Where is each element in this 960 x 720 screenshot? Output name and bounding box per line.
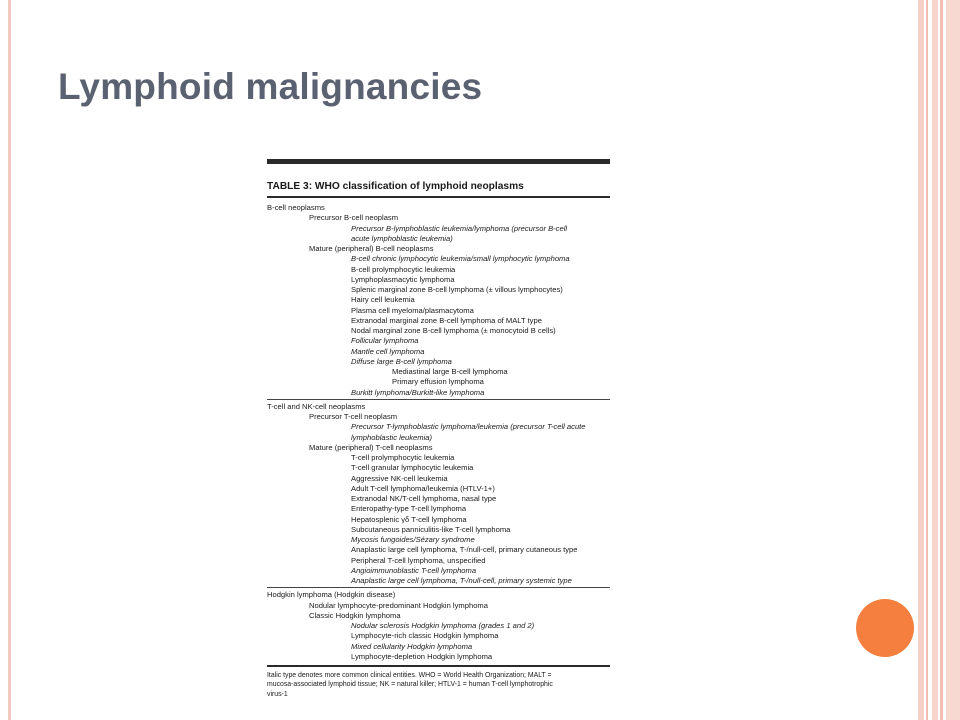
table-row: Nodular sclerosis Hodgkin lymphoma (grades 1 and 2) [351,621,535,630]
table-row: T-cell granular lymphocytic leukemia [351,463,474,473]
table-row: Mature (peripheral) T-cell neoplasms [309,442,433,452]
table-row: Precursor T-lymphoblastic lymphoma/leukemia (precursor T-cell acute [351,422,586,432]
table-row: Nodal marginal zone B-cell lymphoma (± monocytoid B cells) [351,326,556,335]
table-row: Precursor B-lymphoblastic leukemia/lymphoma (precursor B-cell [351,223,568,233]
decor-stripe [932,0,938,720]
table-row: Mixed cellularity Hodgkin lymphoma [351,641,473,651]
decor-stripe [946,0,960,720]
table-row: Mature (peripheral) B-cell neoplasms [309,244,434,253]
decor-stripe [940,0,943,720]
accent-circle [856,599,914,657]
table-section-heading: T-cell and NK-cell neoplasms [267,401,366,411]
table-row: Burkitt lymphoma/Burkitt-like lymphoma [351,387,485,397]
table-row: T-cell prolymphocytic leukemia [351,453,455,462]
table-row: Lymphocyte-rich classic Hodgkin lymphoma [351,631,499,641]
table-row: Hepatosplenic γδ T-cell lymphoma [351,514,467,524]
table-row: Adult T-cell lymphoma/leukemia (HTLV-1+) [351,483,495,493]
table-row: acute lymphoblastic leukemia) [351,233,453,243]
table-top-rule [267,159,610,164]
who-classification-table [267,157,610,720]
table-row: Precursor T-cell neoplasm [309,412,398,421]
table-row: Subcutaneous panniculitis-like T-cell lymphoma [351,524,511,534]
table-row: Aggressive NK-cell leukemia [351,473,448,483]
table-row: B-cell prolymphocytic leukemia [351,264,456,274]
table-section-heading: Hodgkin lymphoma (Hodgkin disease) [267,590,396,600]
table-row: lymphoblastic leukemia) [351,432,433,442]
section-divider [267,399,610,400]
slide-frame-left [8,0,11,720]
table-bottom-rule [267,665,610,667]
table-row: Mediastinal large B-cell lymphoma [392,367,508,376]
table-row: Diffuse large B-cell lymphoma [351,356,452,366]
table-row: Lymphoplasmacytic lymphoma [351,274,455,284]
table-title: TABLE 3: WHO classification of lymphoid neoplasms [267,181,524,192]
table-row: Plasma cell myeloma/plasmacytoma [351,305,474,315]
table-row: Follicular lymphoma [351,336,419,346]
table-row: Mantle cell lymphoma [351,346,425,356]
table-row: Anaplastic large cell lymphoma, T-/null-cell, primary systemic type [351,576,572,585]
table-row: Mycosis fungoides/Sézary syndrome [351,535,475,544]
table-row: Lymphocyte-depletion Hodgkin lymphoma [351,651,493,661]
decor-stripe [926,0,928,720]
table-row: Splenic marginal zone B-cell lymphoma (± villous lymphocytes) [351,285,563,294]
table-row: Hairy cell leukemia [351,295,415,305]
slide-title: Lymphoid malignancies [58,66,483,107]
table-row: B-cell chronic lymphocytic leukemia/small lymphocytic lymphoma [351,254,570,264]
table-section-heading: B-cell neoplasms [267,203,325,212]
table-row: Precursor B-cell neoplasm [309,213,399,223]
table-row: Extranodal NK/T-cell lymphoma, nasal type [351,494,497,503]
decor-stripe [918,0,924,720]
table-row: Anaplastic large cell lymphoma, T-/null-cell, primary cutaneous type [351,545,578,555]
table-row: Primary effusion lymphoma [392,377,484,387]
table-row: Nodular lymphocyte-predominant Hodgkin lymphoma [309,600,488,610]
table-body [267,203,610,662]
table-row: Extranodal marginal zone B-cell lymphoma of MALT type [351,315,542,325]
table-row: Enteropathy-type T-cell lymphoma [351,504,467,514]
table-row: Classic Hodgkin lymphoma [309,610,401,620]
table-row: Angioimmunoblastic T-cell lymphoma [351,565,477,575]
table-footnote: Italic type denotes more common clinical entities. WHO = World Health Organization; MALT = mucosa-associated lymphoid tissue; NK = natural killer; HTLV-1 = human T-cell lymphotrophic virus-1 [267,672,553,698]
table-row: Peripheral T-cell lymphoma, unspecified [351,555,486,565]
table-title-rule [267,196,610,198]
section-divider [267,587,610,588]
